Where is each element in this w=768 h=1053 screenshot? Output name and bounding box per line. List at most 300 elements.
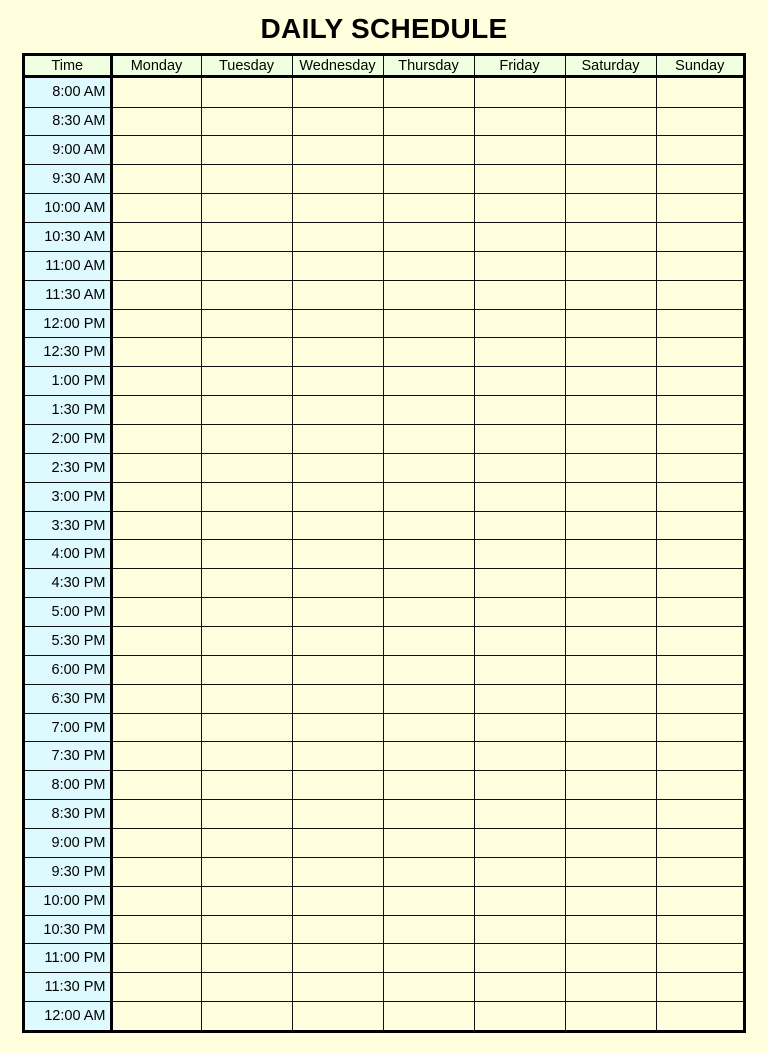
schedule-cell-tuesday[interactable]: [201, 165, 292, 194]
time-slot-row: [25, 194, 743, 223]
schedule-cell-saturday[interactable]: [565, 713, 656, 742]
schedule-cell-friday[interactable]: [474, 742, 565, 771]
schedule-cell-tuesday[interactable]: [201, 309, 292, 338]
time-label: 11:00 PM: [25, 944, 111, 973]
schedule-cell-friday[interactable]: [474, 569, 565, 598]
time-slot-row: [25, 223, 743, 252]
schedule-cell-friday[interactable]: [474, 107, 565, 136]
schedule-cell-wednesday[interactable]: [292, 251, 383, 280]
schedule-cell-monday[interactable]: [111, 627, 201, 656]
schedule-cell-monday[interactable]: [111, 540, 201, 569]
schedule-cell-monday[interactable]: [111, 800, 201, 829]
schedule-cell-sunday[interactable]: [656, 857, 743, 886]
schedule-cell-tuesday[interactable]: [201, 800, 292, 829]
schedule-cell-tuesday[interactable]: [201, 396, 292, 425]
schedule-cell-saturday[interactable]: [565, 771, 656, 800]
schedule-cell-wednesday[interactable]: [292, 453, 383, 482]
schedule-cell-wednesday[interactable]: [292, 165, 383, 194]
schedule-cell-wednesday[interactable]: [292, 77, 383, 108]
schedule-cell-tuesday[interactable]: [201, 713, 292, 742]
schedule-cell-tuesday[interactable]: [201, 136, 292, 165]
time-label: 11:00 AM: [25, 251, 111, 280]
schedule-cell-tuesday[interactable]: [201, 857, 292, 886]
schedule-cell-wednesday[interactable]: [292, 136, 383, 165]
day-header-monday: Monday: [111, 56, 201, 77]
schedule-cell-tuesday[interactable]: [201, 425, 292, 454]
schedule-cell-saturday[interactable]: [565, 165, 656, 194]
schedule-cell-wednesday[interactable]: [292, 511, 383, 540]
schedule-cell-monday[interactable]: [111, 165, 201, 194]
schedule-cell-saturday[interactable]: [565, 136, 656, 165]
day-header-tuesday: Tuesday: [201, 56, 292, 77]
schedule-cell-saturday[interactable]: [565, 569, 656, 598]
time-slot-row: [25, 338, 743, 367]
time-label: 9:00 AM: [25, 136, 111, 165]
schedule-cell-wednesday[interactable]: [292, 367, 383, 396]
day-header-sunday: Sunday: [656, 56, 743, 77]
schedule-cell-thursday[interactable]: [383, 713, 474, 742]
schedule-cell-thursday[interactable]: [383, 338, 474, 367]
schedule-cell-friday[interactable]: [474, 367, 565, 396]
day-header-wednesday: Wednesday: [292, 56, 383, 77]
schedule-cell-monday[interactable]: [111, 857, 201, 886]
schedule-cell-thursday[interactable]: [383, 742, 474, 771]
schedule-cell-friday[interactable]: [474, 223, 565, 252]
schedule-cell-monday[interactable]: [111, 425, 201, 454]
schedule-cell-monday[interactable]: [111, 453, 201, 482]
schedule-cell-saturday[interactable]: [565, 280, 656, 309]
schedule-cell-monday[interactable]: [111, 973, 201, 1002]
schedule-cell-friday[interactable]: [474, 425, 565, 454]
time-slot-row: [25, 107, 743, 136]
schedule-cell-wednesday[interactable]: [292, 915, 383, 944]
schedule-cell-thursday[interactable]: [383, 367, 474, 396]
schedule-cell-thursday[interactable]: [383, 627, 474, 656]
schedule-cell-monday[interactable]: [111, 944, 201, 973]
time-label: 1:00 PM: [25, 367, 111, 396]
schedule-cell-monday[interactable]: [111, 915, 201, 944]
schedule-cell-sunday[interactable]: [656, 944, 743, 973]
time-slot-row: [25, 857, 743, 886]
schedule-cell-sunday[interactable]: [656, 77, 743, 108]
schedule-cell-saturday[interactable]: [565, 367, 656, 396]
time-label: 6:30 PM: [25, 684, 111, 713]
time-slot-row: [25, 280, 743, 309]
schedule-cell-saturday[interactable]: [565, 540, 656, 569]
schedule-cell-tuesday[interactable]: [201, 598, 292, 627]
schedule-cell-friday[interactable]: [474, 598, 565, 627]
schedule-cell-monday[interactable]: [111, 309, 201, 338]
schedule-cell-thursday[interactable]: [383, 829, 474, 858]
schedule-cell-wednesday[interactable]: [292, 425, 383, 454]
schedule-cell-sunday[interactable]: [656, 367, 743, 396]
schedule-cell-wednesday[interactable]: [292, 280, 383, 309]
schedule-cell-tuesday[interactable]: [201, 107, 292, 136]
time-label: 7:30 PM: [25, 742, 111, 771]
schedule-cell-friday[interactable]: [474, 973, 565, 1002]
schedule-cell-monday[interactable]: [111, 511, 201, 540]
schedule-cell-wednesday[interactable]: [292, 338, 383, 367]
time-slot-row: [25, 829, 743, 858]
schedule-cell-monday[interactable]: [111, 886, 201, 915]
schedule-cell-monday[interactable]: [111, 742, 201, 771]
schedule-cell-tuesday[interactable]: [201, 367, 292, 396]
schedule-cell-thursday[interactable]: [383, 944, 474, 973]
schedule-cell-wednesday[interactable]: [292, 482, 383, 511]
schedule-cell-friday[interactable]: [474, 1002, 565, 1030]
time-label: 5:30 PM: [25, 627, 111, 656]
schedule-cell-friday[interactable]: [474, 540, 565, 569]
schedule-cell-friday[interactable]: [474, 684, 565, 713]
schedule-cell-tuesday[interactable]: [201, 886, 292, 915]
schedule-cell-sunday[interactable]: [656, 742, 743, 771]
schedule-cell-sunday[interactable]: [656, 655, 743, 684]
schedule-cell-thursday[interactable]: [383, 453, 474, 482]
schedule-cell-wednesday[interactable]: [292, 771, 383, 800]
time-label: 6:00 PM: [25, 655, 111, 684]
schedule-cell-tuesday[interactable]: [201, 627, 292, 656]
schedule-cell-saturday[interactable]: [565, 482, 656, 511]
schedule-cell-sunday[interactable]: [656, 251, 743, 280]
schedule-cell-friday[interactable]: [474, 309, 565, 338]
schedule-cell-sunday[interactable]: [656, 165, 743, 194]
time-slot-row: [25, 165, 743, 194]
schedule-table: [25, 56, 743, 1030]
time-slot-row: [25, 396, 743, 425]
schedule-cell-thursday[interactable]: [383, 280, 474, 309]
schedule-cell-sunday[interactable]: [656, 800, 743, 829]
schedule-cell-wednesday[interactable]: [292, 107, 383, 136]
schedule-cell-thursday[interactable]: [383, 771, 474, 800]
time-label: 8:30 PM: [25, 800, 111, 829]
schedule-cell-monday[interactable]: [111, 713, 201, 742]
schedule-cell-tuesday[interactable]: [201, 915, 292, 944]
schedule-cell-monday[interactable]: [111, 136, 201, 165]
schedule-cell-monday[interactable]: [111, 194, 201, 223]
schedule-cell-friday[interactable]: [474, 886, 565, 915]
schedule-cell-tuesday[interactable]: [201, 77, 292, 108]
schedule-cell-saturday[interactable]: [565, 1002, 656, 1030]
schedule-cell-friday[interactable]: [474, 453, 565, 482]
schedule-cell-saturday[interactable]: [565, 396, 656, 425]
schedule-cell-thursday[interactable]: [383, 396, 474, 425]
schedule-cell-tuesday[interactable]: [201, 251, 292, 280]
schedule-cell-wednesday[interactable]: [292, 569, 383, 598]
schedule-cell-wednesday[interactable]: [292, 540, 383, 569]
schedule-cell-thursday[interactable]: [383, 77, 474, 108]
schedule-cell-thursday[interactable]: [383, 223, 474, 252]
schedule-cell-saturday[interactable]: [565, 829, 656, 858]
time-slot-row: [25, 800, 743, 829]
day-header-thursday: Thursday: [383, 56, 474, 77]
time-label: 9:00 PM: [25, 829, 111, 858]
schedule-cell-thursday[interactable]: [383, 194, 474, 223]
schedule-cell-tuesday[interactable]: [201, 482, 292, 511]
schedule-cell-monday[interactable]: [111, 367, 201, 396]
schedule-cell-friday[interactable]: [474, 857, 565, 886]
schedule-cell-thursday[interactable]: [383, 107, 474, 136]
schedule-cell-wednesday[interactable]: [292, 223, 383, 252]
schedule-cell-thursday[interactable]: [383, 569, 474, 598]
schedule-cell-thursday[interactable]: [383, 165, 474, 194]
schedule-cell-friday[interactable]: [474, 915, 565, 944]
schedule-cell-saturday[interactable]: [565, 886, 656, 915]
header-row: [25, 56, 743, 77]
schedule-cell-saturday[interactable]: [565, 598, 656, 627]
time-slot-row: [25, 482, 743, 511]
day-header-saturday: Saturday: [565, 56, 656, 77]
schedule-cell-friday[interactable]: [474, 165, 565, 194]
page-title: DAILY SCHEDULE: [260, 13, 508, 44]
schedule-cell-thursday[interactable]: [383, 655, 474, 684]
schedule-cell-tuesday[interactable]: [201, 540, 292, 569]
time-label: 4:30 PM: [25, 569, 111, 598]
time-slot-row: [25, 367, 743, 396]
schedule-cell-saturday[interactable]: [565, 107, 656, 136]
schedule-cell-monday[interactable]: [111, 77, 201, 108]
time-slot-row: [25, 944, 743, 973]
schedule-cell-sunday[interactable]: [656, 684, 743, 713]
schedule-cell-friday[interactable]: [474, 251, 565, 280]
schedule-cell-tuesday[interactable]: [201, 944, 292, 973]
schedule-cell-tuesday[interactable]: [201, 223, 292, 252]
time-label: 8:00 PM: [25, 771, 111, 800]
schedule-cell-monday[interactable]: [111, 280, 201, 309]
time-label: 8:00 AM: [25, 77, 111, 108]
schedule-cell-friday[interactable]: [474, 829, 565, 858]
schedule-cell-saturday[interactable]: [565, 627, 656, 656]
schedule-cell-thursday[interactable]: [383, 136, 474, 165]
time-label: 9:30 PM: [25, 857, 111, 886]
schedule-cell-saturday[interactable]: [565, 655, 656, 684]
schedule-cell-sunday[interactable]: [656, 223, 743, 252]
schedule-cell-monday[interactable]: [111, 223, 201, 252]
schedule-cell-tuesday[interactable]: [201, 569, 292, 598]
schedule-cell-thursday[interactable]: [383, 915, 474, 944]
schedule-cell-saturday[interactable]: [565, 915, 656, 944]
schedule-cell-monday[interactable]: [111, 771, 201, 800]
schedule-cell-sunday[interactable]: [656, 829, 743, 858]
schedule-cell-friday[interactable]: [474, 627, 565, 656]
schedule-cell-tuesday[interactable]: [201, 453, 292, 482]
schedule-cell-sunday[interactable]: [656, 280, 743, 309]
schedule-cell-wednesday[interactable]: [292, 627, 383, 656]
schedule-cell-tuesday[interactable]: [201, 771, 292, 800]
schedule-cell-friday[interactable]: [474, 655, 565, 684]
schedule-cell-thursday[interactable]: [383, 1002, 474, 1030]
schedule-cell-sunday[interactable]: [656, 453, 743, 482]
time-label: 11:30 PM: [25, 973, 111, 1002]
schedule-cell-saturday[interactable]: [565, 194, 656, 223]
schedule-cell-monday[interactable]: [111, 107, 201, 136]
schedule-cell-tuesday[interactable]: [201, 1002, 292, 1030]
schedule-cell-sunday[interactable]: [656, 107, 743, 136]
schedule-cell-sunday[interactable]: [656, 425, 743, 454]
schedule-cell-sunday[interactable]: [656, 194, 743, 223]
schedule-cell-sunday[interactable]: [656, 482, 743, 511]
schedule-cell-thursday[interactable]: [383, 973, 474, 1002]
schedule-cell-sunday[interactable]: [656, 627, 743, 656]
time-label: 10:30 PM: [25, 915, 111, 944]
schedule-cell-saturday[interactable]: [565, 453, 656, 482]
time-slot-row: [25, 627, 743, 656]
time-slot-row: [25, 453, 743, 482]
schedule-cell-wednesday[interactable]: [292, 857, 383, 886]
time-label: 2:30 PM: [25, 453, 111, 482]
schedule-cell-saturday[interactable]: [565, 800, 656, 829]
schedule-cell-sunday[interactable]: [656, 771, 743, 800]
schedule-cell-saturday[interactable]: [565, 77, 656, 108]
schedule-cell-tuesday[interactable]: [201, 973, 292, 1002]
schedule-cell-wednesday[interactable]: [292, 800, 383, 829]
schedule-cell-saturday[interactable]: [565, 857, 656, 886]
schedule-cell-wednesday[interactable]: [292, 309, 383, 338]
time-column-header: Time: [25, 56, 111, 77]
schedule-cell-saturday[interactable]: [565, 309, 656, 338]
schedule-cell-sunday[interactable]: [656, 511, 743, 540]
day-header-friday: Friday: [474, 56, 565, 77]
schedule-cell-thursday[interactable]: [383, 598, 474, 627]
schedule-cell-sunday[interactable]: [656, 136, 743, 165]
schedule-cell-thursday[interactable]: [383, 425, 474, 454]
schedule-cell-monday[interactable]: [111, 655, 201, 684]
schedule-cell-saturday[interactable]: [565, 742, 656, 771]
schedule-cell-friday[interactable]: [474, 136, 565, 165]
time-label: 2:00 PM: [25, 425, 111, 454]
schedule-cell-friday[interactable]: [474, 713, 565, 742]
schedule-cell-thursday[interactable]: [383, 800, 474, 829]
time-slot-row: [25, 713, 743, 742]
time-label: 10:30 AM: [25, 223, 111, 252]
schedule-cell-sunday[interactable]: [656, 309, 743, 338]
schedule-cell-sunday[interactable]: [656, 569, 743, 598]
schedule-cell-friday[interactable]: [474, 511, 565, 540]
time-slot-row: [25, 684, 743, 713]
schedule-cell-sunday[interactable]: [656, 598, 743, 627]
time-label: 4:00 PM: [25, 540, 111, 569]
schedule-cell-sunday[interactable]: [656, 540, 743, 569]
schedule-cell-friday[interactable]: [474, 338, 565, 367]
schedule-cell-monday[interactable]: [111, 251, 201, 280]
schedule-cell-thursday[interactable]: [383, 251, 474, 280]
schedule-cell-monday[interactable]: [111, 569, 201, 598]
schedule-cell-saturday[interactable]: [565, 223, 656, 252]
schedule-cell-sunday[interactable]: [656, 1002, 743, 1030]
time-label: 11:30 AM: [25, 280, 111, 309]
time-label: 3:00 PM: [25, 482, 111, 511]
schedule-cell-wednesday[interactable]: [292, 973, 383, 1002]
schedule-cell-tuesday[interactable]: [201, 511, 292, 540]
schedule-cell-tuesday[interactable]: [201, 684, 292, 713]
schedule-cell-tuesday[interactable]: [201, 829, 292, 858]
schedule-cell-wednesday[interactable]: [292, 655, 383, 684]
time-slot-row: [25, 655, 743, 684]
schedule-cell-wednesday[interactable]: [292, 396, 383, 425]
schedule-cell-monday[interactable]: [111, 396, 201, 425]
schedule-cell-friday[interactable]: [474, 800, 565, 829]
schedule-cell-monday[interactable]: [111, 598, 201, 627]
time-label: 12:30 PM: [25, 338, 111, 367]
schedule-cell-monday[interactable]: [111, 482, 201, 511]
schedule-cell-monday[interactable]: [111, 829, 201, 858]
schedule-cell-saturday[interactable]: [565, 425, 656, 454]
schedule-cell-monday[interactable]: [111, 1002, 201, 1030]
schedule-cell-sunday[interactable]: [656, 713, 743, 742]
schedule-cell-wednesday[interactable]: [292, 829, 383, 858]
schedule-cell-wednesday[interactable]: [292, 1002, 383, 1030]
time-slot-row: [25, 251, 743, 280]
time-label: 5:00 PM: [25, 598, 111, 627]
schedule-cell-tuesday[interactable]: [201, 655, 292, 684]
schedule-cell-thursday[interactable]: [383, 684, 474, 713]
time-slot-row: [25, 309, 743, 338]
schedule-cell-sunday[interactable]: [656, 338, 743, 367]
schedule-grid: [22, 53, 746, 1033]
schedule-cell-sunday[interactable]: [656, 915, 743, 944]
schedule-cell-tuesday[interactable]: [201, 742, 292, 771]
schedule-cell-saturday[interactable]: [565, 338, 656, 367]
schedule-cell-thursday[interactable]: [383, 540, 474, 569]
time-slot-row: [25, 77, 743, 108]
schedule-cell-monday[interactable]: [111, 338, 201, 367]
time-slot-row: [25, 598, 743, 627]
schedule-cell-friday[interactable]: [474, 482, 565, 511]
schedule-cell-wednesday[interactable]: [292, 194, 383, 223]
schedule-cell-saturday[interactable]: [565, 511, 656, 540]
schedule-cell-wednesday[interactable]: [292, 684, 383, 713]
schedule-cell-tuesday[interactable]: [201, 338, 292, 367]
schedule-cell-thursday[interactable]: [383, 482, 474, 511]
schedule-cell-saturday[interactable]: [565, 973, 656, 1002]
schedule-cell-wednesday[interactable]: [292, 944, 383, 973]
schedule-cell-friday[interactable]: [474, 280, 565, 309]
schedule-cell-sunday[interactable]: [656, 396, 743, 425]
schedule-cell-friday[interactable]: [474, 771, 565, 800]
schedule-cell-saturday[interactable]: [565, 251, 656, 280]
schedule-cell-saturday[interactable]: [565, 684, 656, 713]
time-slot-row: [25, 425, 743, 454]
time-slot-row: [25, 569, 743, 598]
schedule-cell-wednesday[interactable]: [292, 713, 383, 742]
schedule-cell-saturday[interactable]: [565, 944, 656, 973]
schedule-cell-friday[interactable]: [474, 396, 565, 425]
schedule-cell-sunday[interactable]: [656, 886, 743, 915]
time-slot-row: [25, 136, 743, 165]
time-slot-row: [25, 886, 743, 915]
schedule-cell-friday[interactable]: [474, 944, 565, 973]
schedule-cell-tuesday[interactable]: [201, 280, 292, 309]
time-label: 9:30 AM: [25, 165, 111, 194]
schedule-cell-thursday[interactable]: [383, 511, 474, 540]
schedule-cell-wednesday[interactable]: [292, 742, 383, 771]
schedule-cell-sunday[interactable]: [656, 973, 743, 1002]
schedule-cell-wednesday[interactable]: [292, 886, 383, 915]
schedule-cell-tuesday[interactable]: [201, 194, 292, 223]
schedule-cell-friday[interactable]: [474, 77, 565, 108]
schedule-cell-wednesday[interactable]: [292, 598, 383, 627]
time-label: 3:30 PM: [25, 511, 111, 540]
schedule-cell-thursday[interactable]: [383, 309, 474, 338]
schedule-cell-thursday[interactable]: [383, 857, 474, 886]
time-slot-row: [25, 511, 743, 540]
schedule-cell-monday[interactable]: [111, 684, 201, 713]
time-label: 10:00 AM: [25, 194, 111, 223]
time-label: 8:30 AM: [25, 107, 111, 136]
time-label: 7:00 PM: [25, 713, 111, 742]
schedule-cell-friday[interactable]: [474, 194, 565, 223]
schedule-cell-thursday[interactable]: [383, 886, 474, 915]
time-label: 12:00 AM: [25, 1002, 111, 1030]
